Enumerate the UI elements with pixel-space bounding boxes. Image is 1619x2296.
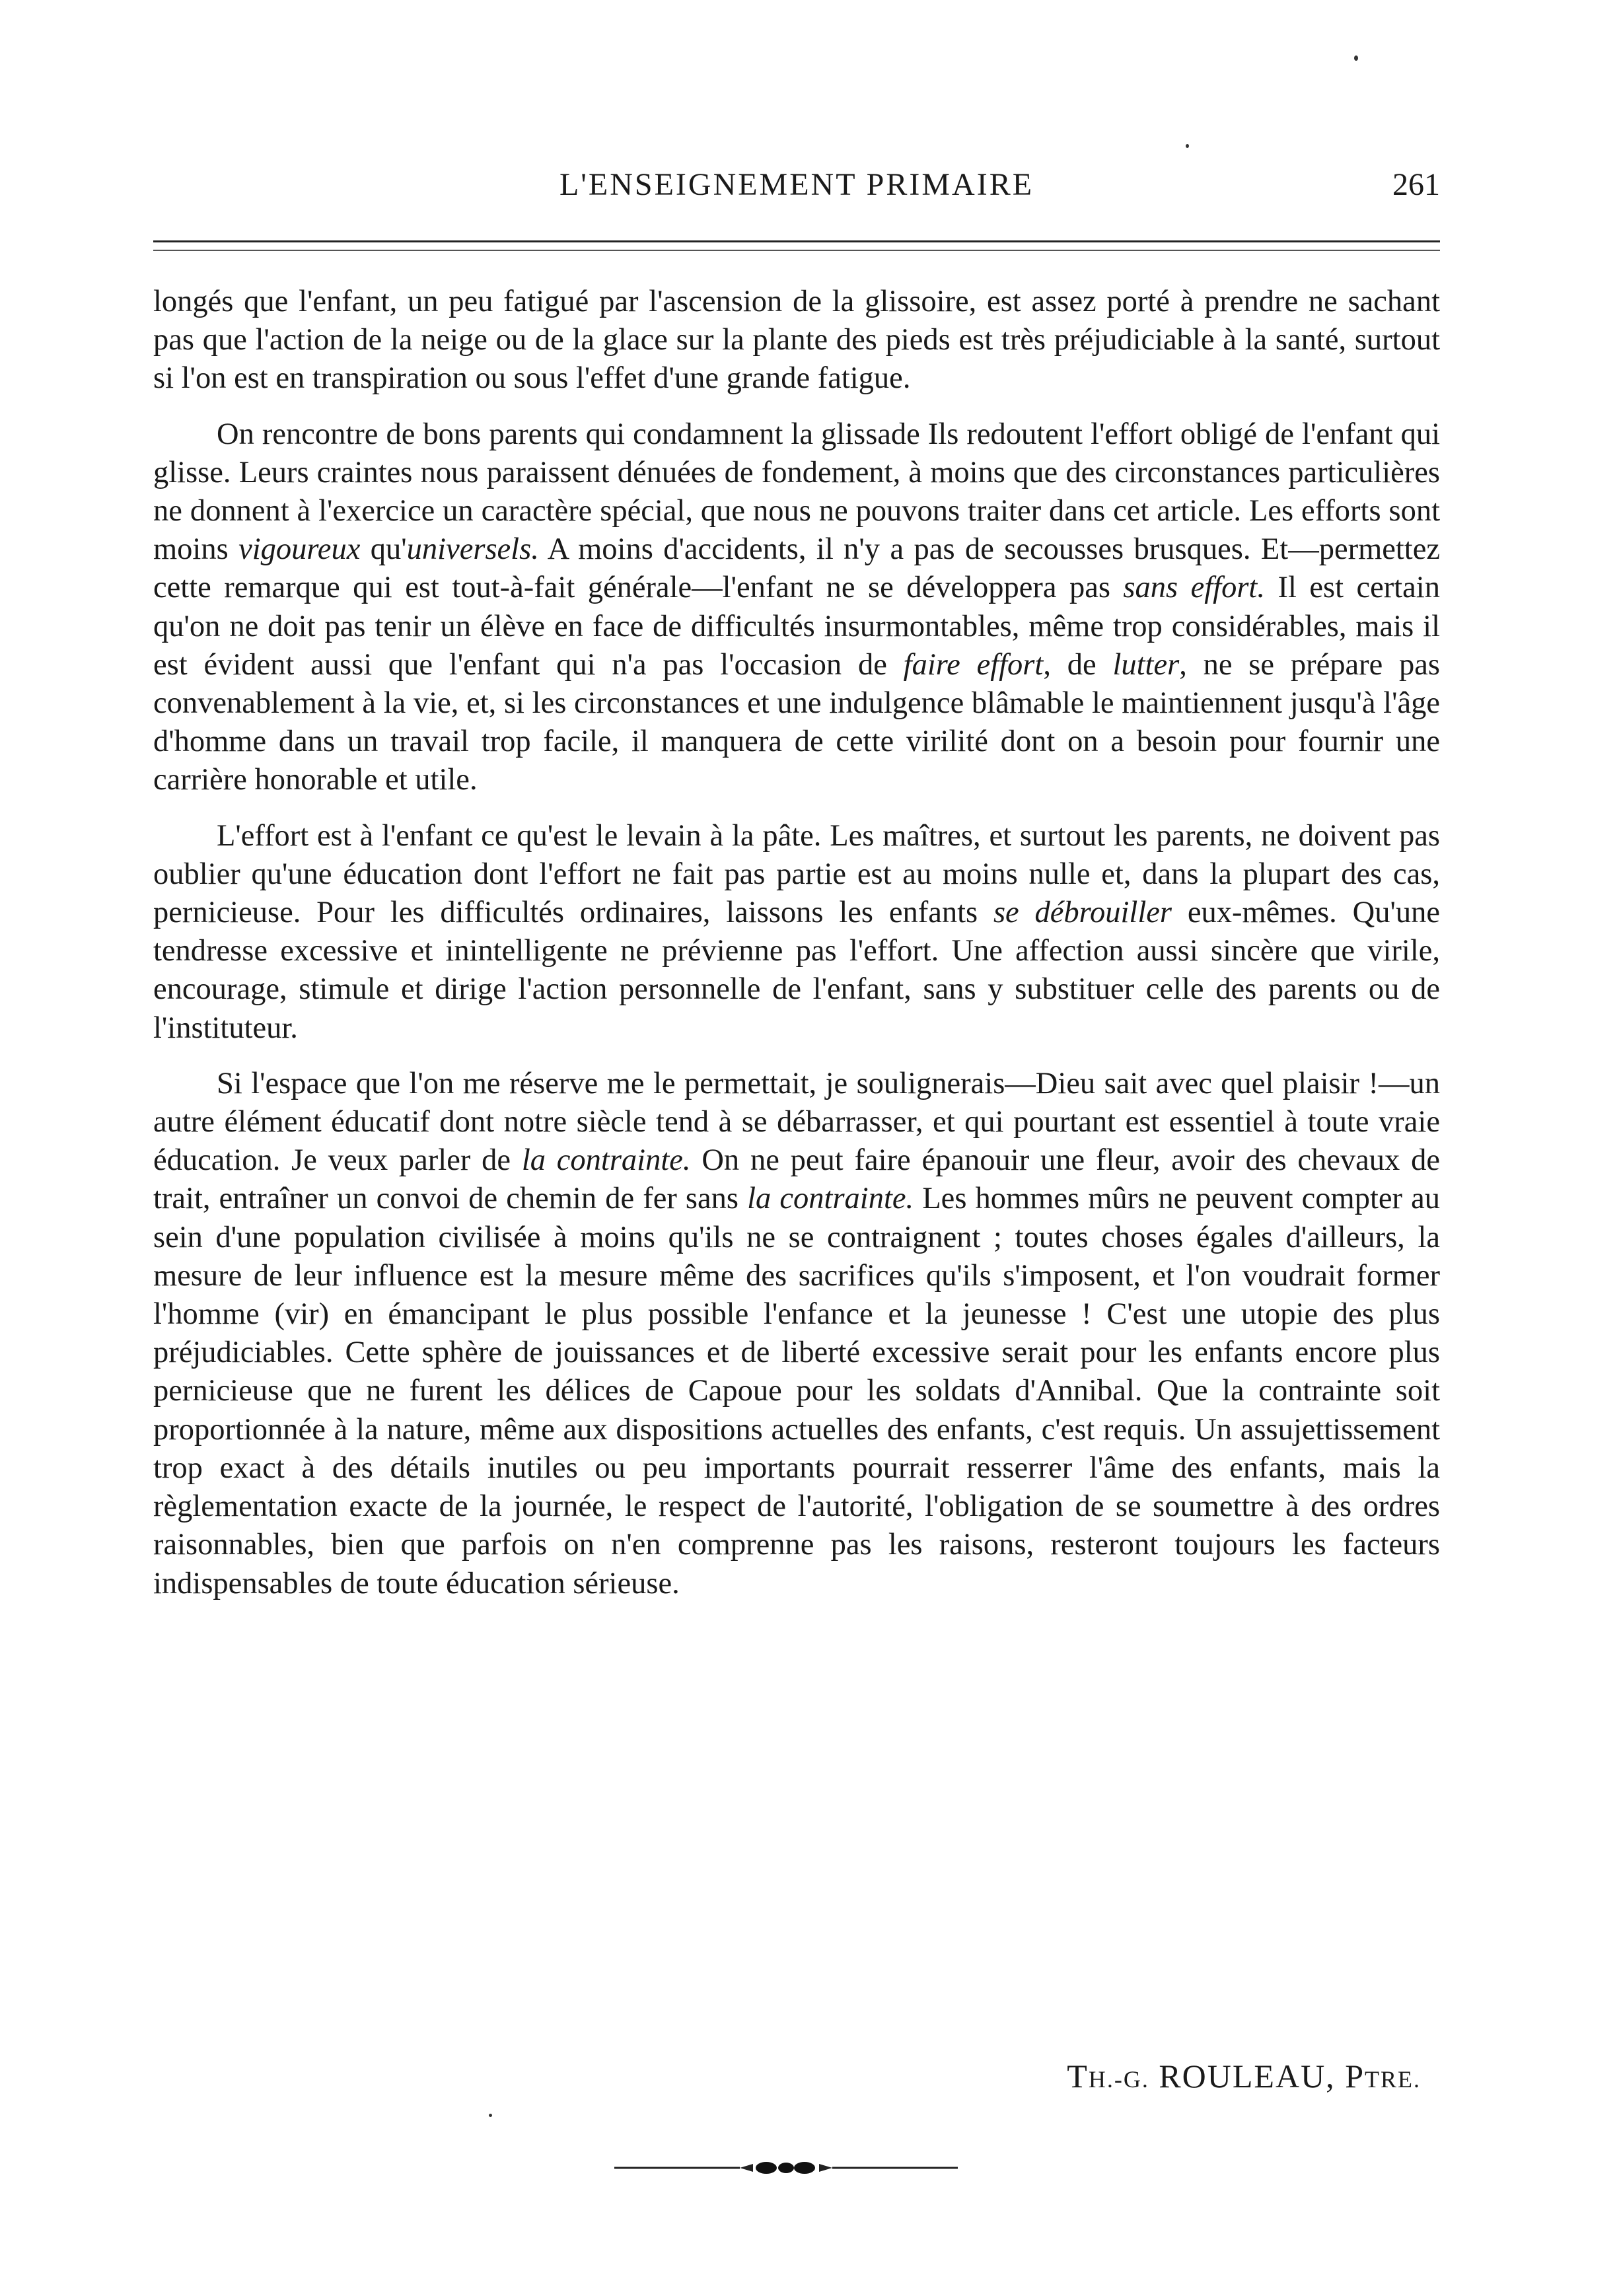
article-body [153,283,1440,1603]
text-run: , de [1043,647,1113,682]
italic-phrase: vigoureux [238,532,361,567]
italic-phrase: sans effort. [1123,571,1265,605]
signature-title-initial: P [1345,2058,1365,2095]
text-run: qu' [360,532,407,567]
text-run: eux-mêmes. Qu'une tendresse excessive et inintelligente ne prévienne pas l'effort. Une affection aussi sincère que virile, encourage, stimule et dirige l'action personnelle de l'enfant, sans y substituer celle des parents ou de l'instituteur. [153,896,1440,1045]
text-run: Les hommes mûrs ne peuvent compter au sein d'une population civilisée à moins qu'ils ne se contraignent ; toutes choses égales d'ailleurs, la mesure de leur influence est la mesure même des sacrifices qu'ils s'imposent, et l'on voudrait former l'homme (vir) en émancipant le plus possible l'enfance et la jeunesse ! C'est une utopie des plus préjudiciables. Cette sphère de jouissances et de liberté excessive serait pour les enfants encore plus pernicieuse que ne furent les délices de Capoue pour les soldats d'Annibal. Que la contrainte soit proportionnée à la nature, même aux dispositions actuelles des enfants, c'est requis. Un assujettissement trop exact à des détails inutiles ou peu importants pourrait resserrer l'âme des enfants, mais la règlementation exacte de la journée, le respect de l'autorité, l'obligation de se soumettre à des ordres raisonnables, bien que parfois on n'en comprenne pas les raisons, resteront toujours les facteurs indispensables de toute éducation sérieuse. [153,1182,1440,1600]
paragraph-3 [153,817,1440,1048]
header-rule [153,240,1440,242]
signature-name: ROULEAU, [1159,2058,1336,2095]
paragraph-4 [153,1065,1440,1603]
print-speck [489,2114,492,2117]
italic-phrase: universels. [406,532,539,567]
italic-phrase: faire effort [903,647,1044,682]
paragraph-1 [153,283,1440,398]
italic-phrase: lutter [1112,647,1180,682]
page-number: 261 [1392,167,1440,202]
print-speck [1186,144,1189,148]
italic-phrase: la contrainte. [747,1182,914,1216]
text-run: Si l'espace que l'on me réserve me le permettait, je soulignerais—Dieu sait avec quel plaisir !—un autre élément éducatif dont notre siècle tend à se débarrasser, et qui pourtant est essentiel à toute vraie éducation. Je veux parler de [153,1066,1440,1178]
signature-initial: T [1067,2058,1089,2095]
signature-title-rest: TRE. [1365,2066,1421,2093]
running-head [153,159,1440,211]
text-run: Il est certain qu'on ne doit pas tenir un élève en face de difficultés insurmontables, même trop considérables, mais il est évident aussi que l'enfant qui n'a pas l'occasion de [153,571,1440,682]
signature-initial-rest: H.-G. [1088,2066,1149,2093]
text-run: longés que l'enfant, un peu fatigué par l'ascension de la glissoire, est assez porté à prendre ne sachant pas que l'action de la neige ou de la glace sur la plante des pieds est très préjudiciable à la santé, surtout si l'on est en transpiration ou sous l'effet d'une grande fatigue. [153,285,1440,396]
italic-phrase: se débrouiller [993,896,1172,930]
tail-ornament-icon [614,2160,958,2176]
text-run: , ne se prépare pas convenablement à la vie, et, si les circonstances et une indulgence blâmable le maintiennent jusqu'à l'âge d'homme dans un travail trop facile, il manquera de cette virilité dont on a besoin pour fournir une carrière honorable et utile. [153,647,1441,797]
running-title: L'ENSEIGNEMENT PRIMAIRE [559,167,1034,202]
text-run: A moins d'accidents, il n'y a pas de secousses brusques. Et—permettez cette remarque qui est tout-à-fait générale—l'enfant ne se développera pas [153,532,1441,605]
text-run: On rencontre de bons parents qui condamnent la glissade Ils redoutent l'effort obligé de l'enfant qui glisse. Leurs craintes nous paraissent dénuées de fondement, à moins que des circonstances particulières ne donnent à l'exercice un caractère spécial, que nous ne pouvons traiter dans cet article. Les efforts sont moins [153,417,1440,567]
italic-phrase: la contrainte. [521,1143,691,1178]
paragraph-2 [153,415,1440,800]
print-speck [1354,55,1358,61]
header-rule-secondary [153,250,1440,251]
text-run: On ne peut faire épanouir une fleur, avoir des chevaux de trait, entraîner un convoi de chemin de fer sans [153,1143,1440,1216]
text-run: L'effort est à l'enfant ce qu'est le levain à la pâte. Les maîtres, et surtout les parents, ne doivent pas oublier qu'une éducation dont l'effort ne fait pas partie est au moins nulle et, dans la plupart des cas, pernicieuse. Pour les difficultés ordinaires, laissons les enfants [153,818,1440,930]
author-signature [1067,2053,1421,2102]
